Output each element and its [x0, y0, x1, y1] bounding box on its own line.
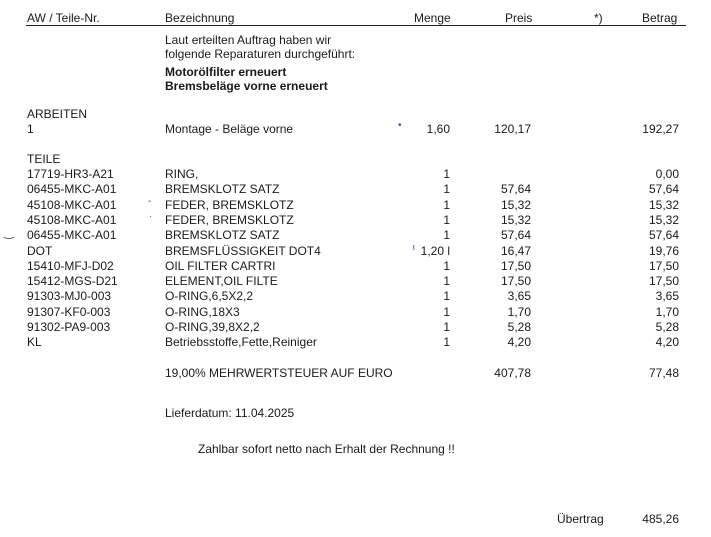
- teile-row: [0, 213, 711, 228]
- teile-betrag: 57,64: [648, 228, 679, 243]
- header-bezeichnung: Bezeichnung: [165, 11, 235, 25]
- teile-bezeichnung: O-RING,18X3: [165, 304, 240, 319]
- teile-menge: 1: [443, 320, 450, 334]
- pen-dot-mark: •: [398, 120, 402, 131]
- uebertrag-value: 485,26: [642, 512, 679, 526]
- header-aw-teile: AW / Teile-Nr.: [27, 11, 100, 25]
- teile-bezeichnung: Betriebsstoffe,Fette,Reiniger: [165, 335, 317, 350]
- teile-preis: 17,50: [500, 274, 531, 289]
- teile-nr: 06455-MKC-A01: [27, 228, 117, 243]
- tax-base: 407,78: [494, 366, 531, 380]
- teile-preis: 57,64: [500, 182, 531, 197]
- teile-betrag: 15,32: [648, 197, 679, 212]
- teile-bezeichnung: BREMSKLOTZ SATZ: [165, 182, 280, 197]
- header-rule: [26, 25, 686, 26]
- teile-bezeichnung: ELEMENT,OIL FILTE: [165, 274, 278, 289]
- teile-row: [0, 259, 711, 274]
- teile-nr: KL: [27, 335, 42, 350]
- teile-menge: 1: [443, 335, 450, 350]
- teile-preis: 5,28: [507, 320, 531, 334]
- header-menge: Menge: [414, 11, 451, 25]
- teile-menge: 1: [443, 182, 450, 197]
- teile-betrag: 19,76: [648, 243, 679, 258]
- arbeiten-preis: 120,17: [494, 122, 531, 136]
- teile-bezeichnung: FEDER, BREMSKLOTZ: [165, 212, 294, 227]
- teile-menge: 1: [443, 212, 450, 227]
- payment-terms: Zahlbar sofort netto nach Erhalt der Rechnung !!: [198, 442, 455, 456]
- teile-menge: 1: [443, 304, 450, 319]
- teile-bezeichnung: BREMSKLOTZ SATZ: [165, 228, 280, 243]
- teile-menge: 1: [443, 228, 450, 243]
- teile-bezeichnung: O-RING,6,5X2,2: [165, 289, 254, 304]
- teile-preis: 15,32: [500, 197, 531, 212]
- teile-preis: 3,65: [507, 289, 531, 304]
- teile-row: [0, 320, 711, 335]
- teile-betrag: 57,64: [648, 182, 679, 197]
- teile-betrag: 17,50: [648, 274, 679, 289]
- teile-menge: 1,20 l: [420, 243, 450, 258]
- pen-check-mark: ⸯ: [410, 246, 418, 261]
- teile-betrag: 5,28: [655, 320, 679, 334]
- teile-nr: 15412-MGS-D21: [27, 274, 118, 289]
- arbeiten-row: [0, 122, 711, 137]
- teile-menge: 1: [443, 167, 450, 181]
- teile-nr: 91307-KF0-003: [27, 304, 111, 319]
- arbeiten-nr: 1: [27, 122, 34, 136]
- teile-row: [0, 182, 711, 197]
- teile-preis: 4,20: [507, 335, 531, 350]
- teile-betrag: 0,00: [655, 167, 679, 181]
- teile-betrag: 1,70: [655, 304, 679, 319]
- intro-line-2: folgende Reparaturen durchgeführt:: [165, 47, 356, 61]
- teile-preis: 15,32: [500, 212, 531, 227]
- pen-tick-mark: ·: [149, 211, 153, 222]
- teile-menge: 1: [443, 289, 450, 304]
- teile-nr: 17719-HR3-A21: [27, 167, 114, 181]
- section-teile-title: TEILE: [27, 152, 61, 166]
- teile-nr: 45108-MKC-A01: [27, 197, 117, 212]
- tax-amount: 77,48: [648, 366, 679, 380]
- repair-item-2: Bremsbeläge vorne erneuert: [165, 79, 328, 93]
- arbeiten-bezeichnung: Montage - Beläge vorne: [165, 122, 294, 136]
- teile-bezeichnung: FEDER, BREMSKLOTZ: [165, 197, 294, 212]
- arbeiten-betrag: 192,27: [642, 122, 679, 136]
- teile-nr: 45108-MKC-A01: [27, 212, 117, 227]
- lieferdatum: Lieferdatum: 11.04.2025: [165, 406, 295, 420]
- teile-menge: 1: [443, 197, 450, 212]
- teile-menge: 1: [443, 258, 450, 273]
- teile-betrag: 3,65: [655, 289, 679, 304]
- teile-nr: 15410-MFJ-D02: [27, 258, 114, 273]
- teile-bezeichnung: O-RING,39,8X2,2: [165, 320, 260, 334]
- arbeiten-menge: 1,60: [426, 122, 450, 136]
- teile-betrag: 17,50: [648, 258, 679, 273]
- teile-nr: DOT: [27, 243, 53, 258]
- teile-preis: 16,47: [500, 243, 531, 258]
- teile-row: [0, 274, 711, 289]
- teile-row: [0, 335, 711, 350]
- header-preis: Preis: [505, 11, 533, 25]
- teile-bezeichnung: RING,: [165, 167, 199, 181]
- tax-row: [0, 366, 711, 381]
- section-arbeiten-title: ARBEITEN: [27, 107, 88, 121]
- teile-betrag: 4,20: [655, 335, 679, 350]
- teile-row: [0, 228, 711, 243]
- uebertrag-label: Übertrag: [557, 512, 604, 526]
- tax-label: 19,00% MEHRWERTSTEUER AUF EURO: [165, 366, 393, 380]
- teile-preis: 17,50: [500, 258, 531, 273]
- header-betrag: Betrag: [642, 11, 678, 25]
- teile-bezeichnung: BREMSFLÜSSIGKEIT DOT4: [165, 243, 321, 258]
- teile-nr: 91303-MJ0-003: [27, 289, 112, 304]
- intro-line-1: Laut erteilten Auftrag haben wir: [165, 33, 332, 47]
- teile-row: [0, 289, 711, 304]
- teile-menge: 1: [443, 274, 450, 289]
- teile-row: [0, 244, 711, 259]
- teile-nr: 06455-MKC-A01: [27, 182, 117, 197]
- teile-preis: 1,70: [507, 304, 531, 319]
- margin-stroke: ‿: [4, 225, 14, 239]
- teile-preis: 57,64: [500, 228, 531, 243]
- teile-betrag: 15,32: [648, 212, 679, 227]
- teile-row: [0, 305, 711, 320]
- teile-row: [0, 167, 711, 182]
- teile-bezeichnung: OIL FILTER CARTRI: [165, 258, 276, 273]
- header-star: *): [594, 11, 603, 25]
- pen-tick-mark: -: [148, 196, 152, 207]
- repair-item-1: Motorölfilter erneuert: [165, 65, 287, 79]
- teile-nr: 91302-PA9-003: [27, 320, 111, 334]
- teile-row: [0, 198, 711, 213]
